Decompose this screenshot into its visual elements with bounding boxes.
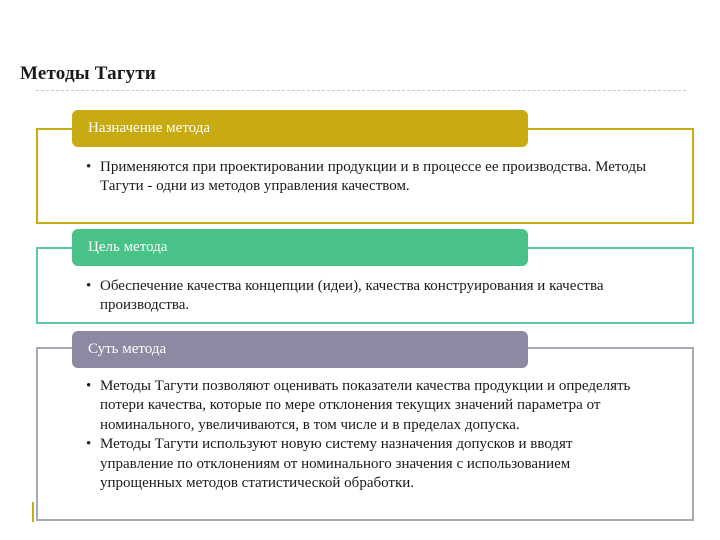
title-divider xyxy=(36,90,686,91)
section-header-label: Суть метода xyxy=(88,341,167,357)
section-header-purpose xyxy=(72,110,528,147)
bullet-list-purpose xyxy=(86,158,656,197)
bullet-list-goal xyxy=(86,277,656,316)
section-header-goal xyxy=(72,229,528,266)
bullet-item: • Методы Тагути используют новую систему назначения допусков и вводят управление по отклонениям от номинального значения с использованием упрощенных методов статистической обработки. xyxy=(86,435,646,493)
bullet-item: • Обеспечение качества концепции (идеи), качества конструирования и качества производства. xyxy=(86,277,656,316)
slide-title: Методы Тагути xyxy=(20,63,157,84)
bullet-item: • Методы Тагути позволяют оценивать показатели качества продукции и определять потери качества, которые по мере отклонения текущих значений параметра от номинального, увеличиваются, в том числе и в пределах допуска. xyxy=(86,377,646,435)
decorative-corner-mark xyxy=(32,502,34,522)
section-header-label: Цель метода xyxy=(88,239,168,255)
section-header-essence xyxy=(72,331,528,368)
bullet-item: • Применяются при проектировании продукции и в процессе ее производства. Методы Тагути - одни из методов управления качеством. xyxy=(86,158,656,197)
section-header-label: Назначение метода xyxy=(88,120,211,136)
bullet-list-essence xyxy=(86,377,646,493)
